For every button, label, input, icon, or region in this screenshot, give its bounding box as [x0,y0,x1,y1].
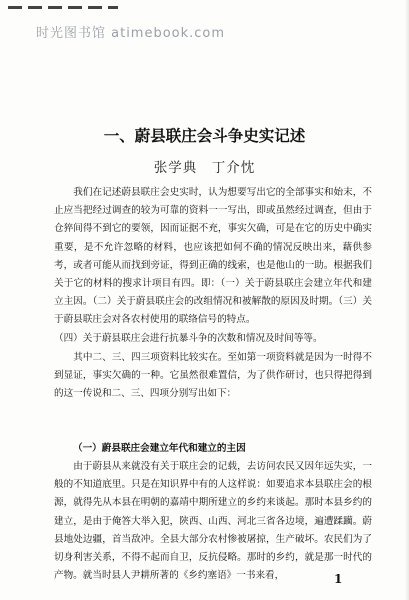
chapter-authors: 张学典 丁介忱 [153,160,256,176]
paragraph-item-four: （四）关于蔚县联庄会进行抗暴斗争的次数和情况及时间等等。 [54,333,323,344]
scan-edge-shadow [405,0,409,600]
paragraph-intro: 我们在记述蔚县联庄会史实时，认为想要写出它的全部事实和始末，不止应当把经过调查的较为可靠的资料一一写出，即或虽然经过调查，但由于仓猝间得不到它的要领，因而证据不充，事实欠确，可是在它的历史中确实重要，是不允许忽略的材料，也应该把如何不确的情况反映出来，藉供参考，或者可能从而找到旁证，得到正确的线索，也是他山的一助。根据我们关于它的材料的搜求计项目有四。即：（一）关于蔚县联庄会建立年代和建立主因。（二）关于蔚县联庄会的改组情况和被解散的原因及时期。（三）关于蔚县联庄会对各农村使用的联络信号的特点。 [54,187,372,326]
top-dash-rule [8,6,118,9]
page-number: 1 [334,572,343,586]
paragraph-section-body: 由于蔚县从来就没有关于联庄会的记载，去访问农民又因年远失实，一般的不知道底里。只是在知识界中有的人这样说：如要追求本县联庄会的根源，就得先从本县在明朝的嘉靖中期所建立的乡约来谈起。那时本县乡约的建立，是由于俺答大举入犯，陕西、山西、河北三省各边境，遍遭蹂躏。蔚县地处边疆，首当敌冲。全县大部分农村惨被屠掠，生产破坏。农民们为了切身利害关系，不得不起而自卫，反抗侵略。那时的乡约，就是那一时代的产物。就当时县人尹耕所著的《乡约塞语》一书来看， [54,461,372,582]
chapter-title: 一、蔚县联庄会斗争史实记述 [103,127,306,145]
section-heading: （一）蔚县联庄会建立年代和建立的主因 [73,443,246,454]
paragraph-overview: 其中二、三、四三项资料比较实在。至如第一项资料就是因为一时得不到显证，事实欠确的一种。它虽然很难置信，为了供作研讨，也只得把得到的这一传说和二、三、四项分别写出如下： [54,352,372,400]
watermark: 时光图书馆 atimebook.com [36,26,226,41]
